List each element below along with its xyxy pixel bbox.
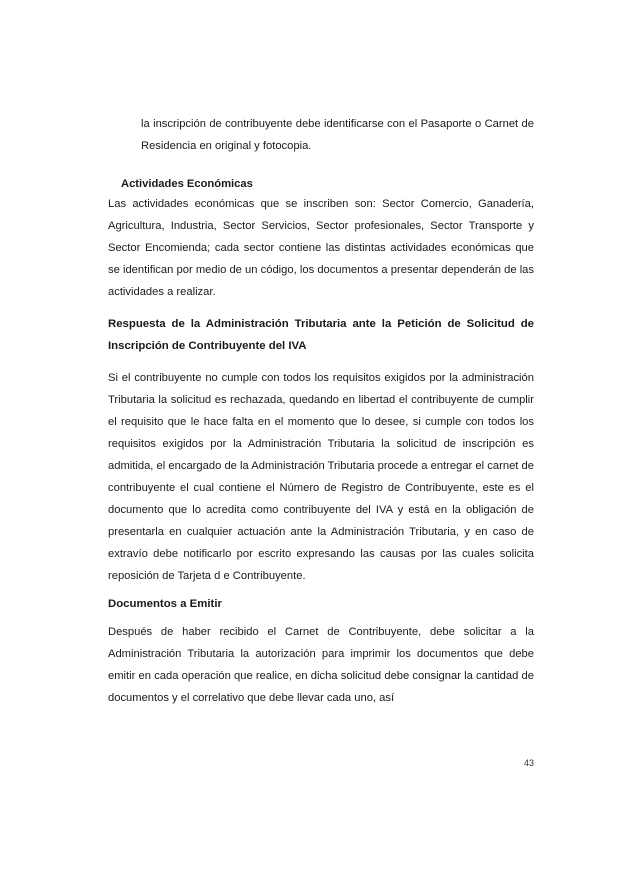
section-body-actividades: Las actividades económicas que se inscriben son: Sector Comercio, Ganadería, Agricultura, Industria, Sector Servicios, Sector profesionales, Sector Transporte y Sector Encomienda; cada sector contiene las distintas actividades económicas que se identifican por medio de un código, los documentos a presentar dependerán de las actividades a realizar.: [108, 198, 534, 298]
section-heading-documentos: Documentos a Emitir: [108, 598, 222, 610]
continuation-paragraph: la inscripción de contribuyente debe identificarse con el Pasaporte o Carnet de Residencia en original y fotocopia.: [141, 118, 534, 152]
page-number: 43: [523, 758, 534, 768]
section-body-respuesta: Si el contribuyente no cumple con todos los requisitos exigidos por la administración Tributaria la solicitud es rechazada, quedando en libertad el contribuyente de cumplir el requisito que le hace falta en el momento que lo desee, si cumple con todos los requisitos exigidos por la Administración Tributaria la solicitud de inscripción es admitida, el encargado de la Administración Tributaria procede a entregar el carnet de contribuyente el cual contiene el Número de Registro de Contribuyente, este es el documento que lo acredita como contribuyente del IVA y está en la obligación de presentarla en cualquier actuación ante la Administración Tributaria, y en caso de extravío debe notificarlo por escrito expresando las causas por las cuales solicita reposición de Tarjeta d e Contribuyente.: [108, 372, 534, 582]
section-heading-respuesta: Respuesta de la Administración Tributaria ante la Petición de Solicitud de Inscripción de Contribuyente del IVA: [108, 318, 534, 352]
section-heading-actividades: Actividades Económicas: [121, 178, 253, 190]
section-body-documentos: Después de haber recibido el Carnet de Contribuyente, debe solicitar a la Administración Tributaria la autorización para imprimir los documentos que debe emitir en cada operación que realice, en dicha solicitud debe consignar la cantidad de documentos y el correlativo que debe llevar cada uno, así: [108, 626, 534, 704]
